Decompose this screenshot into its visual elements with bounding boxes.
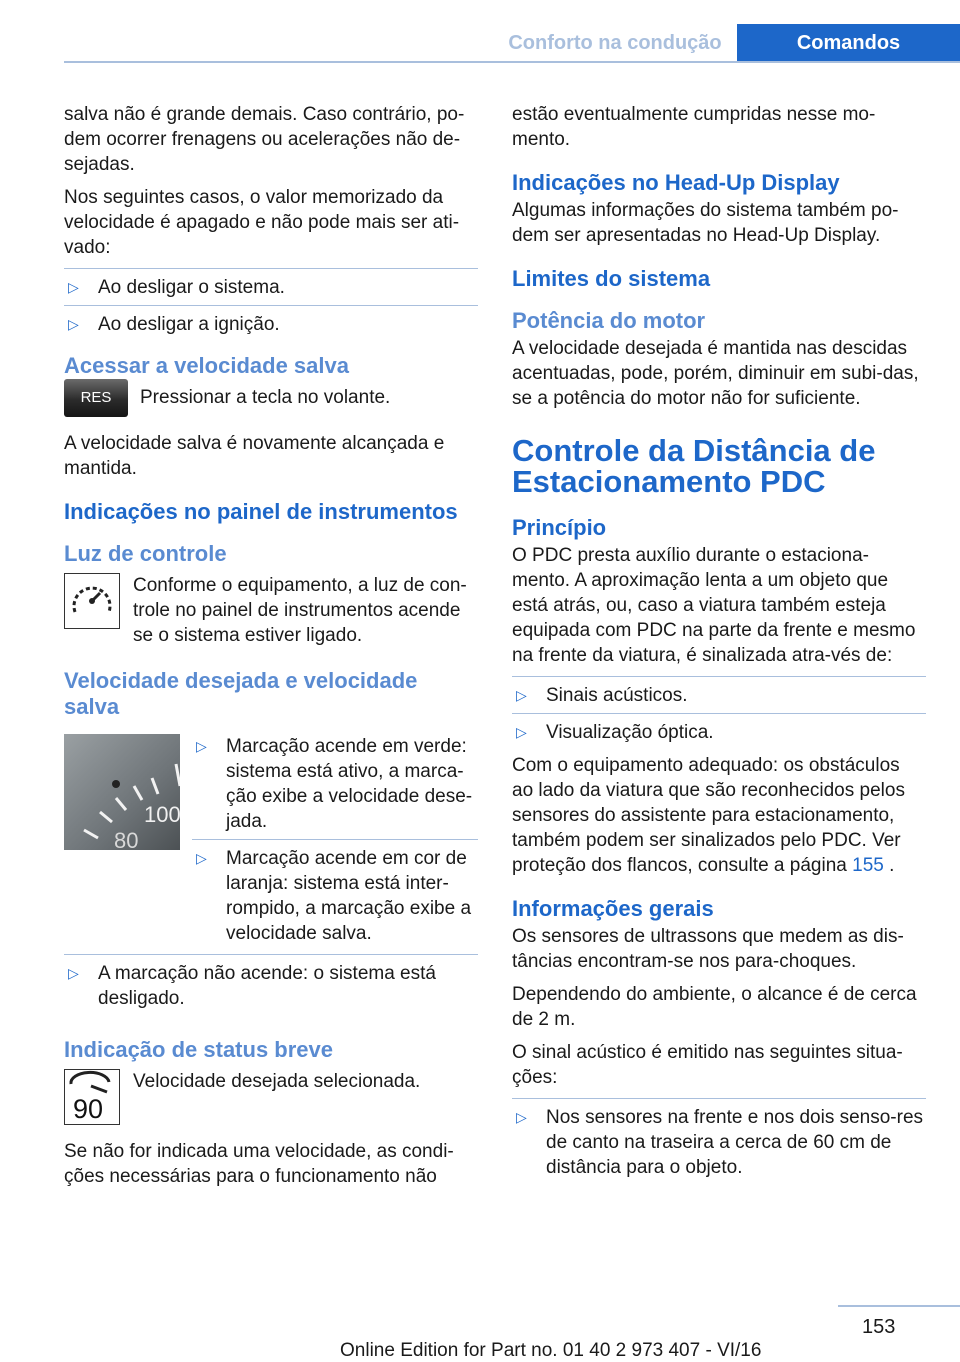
paragraph (512, 753, 926, 878)
paragraph: Pressionar a tecla no volante. (140, 387, 391, 408)
paragraph: Os sensores de ultrassons que medem as dis‐tâncias encontram-se nos para-choques. (512, 926, 904, 972)
list-item (192, 734, 478, 834)
paragraph: A velocidade desejada é mantida nas descidas acentuadas, pode, porém, diminuir em subi‐das, se a potência do motor não for suficiente. (512, 338, 919, 409)
bullet-triangle-icon: ▷ (516, 687, 527, 703)
paragraph: Velocidade desejada selecionada. (133, 1071, 421, 1092)
paragraph: Nos seguintes casos, o valor memorizado da velocidade é apagado e não pode mais ser ati‐vado: (64, 187, 460, 258)
page-number: 153 (862, 1316, 896, 1338)
list-item-text: Nos sensores na frente e nos dois senso‐res de canto na traseira a cerca de 60 cm de distância para o objeto. (546, 1107, 924, 1178)
speed-status-list (192, 734, 478, 946)
list-item-text: A marcação não acende: o sistema está desligado. (98, 963, 436, 1009)
header-chapter-tab: Comandos (737, 24, 960, 62)
list-item-text: Marcação acende em verde: sistema está ativo, a marca‐ção exibe a velocidade dese‐jada. (226, 736, 473, 832)
divider (192, 839, 478, 840)
bullet-triangle-icon: ▷ (196, 850, 207, 866)
list-item (512, 720, 926, 745)
list-item (64, 312, 478, 337)
paragraph: salva não é grande demais. Caso contrário, po‐dem ocorrer frenagens ou acelerações não de‐sejadas. (64, 104, 465, 175)
divider (64, 954, 478, 955)
edition-note: Online Edition for Part no. 01 40 2 973 407 - VI/16 (340, 1340, 762, 1361)
list-item (512, 1105, 926, 1180)
paragraph: Conforme o equipamento, a luz de con‐trole no painel de instrumentos acende se o sistema estiver ligado. (133, 575, 467, 646)
speedometer-image (64, 734, 180, 850)
heading-desired-saved-speed: Velocidade desejada e velocidade salva (64, 668, 418, 719)
heading-principle: Princípio (512, 515, 607, 540)
heading-brief-status: Indicação de status breve (64, 1037, 333, 1062)
status-figure (64, 1069, 478, 1125)
res-button-figure (64, 385, 478, 417)
cruise-control-indicator-icon (64, 573, 120, 629)
paragraph: A velocidade salva é novamente alcançada e mantida. (64, 433, 445, 479)
list-item-text: Ao desligar a ignição. (98, 314, 280, 335)
paragraph: Se não for indicada uma velocidade, as condi‐ções necessárias para o funcionamento não (64, 1141, 454, 1187)
left-column (64, 102, 478, 1197)
list-item-text: Marcação acende em cor de laranja: sistema está inter‐rompido, a marcação exibe a velocidade salva. (226, 848, 472, 944)
paragraph: Dependendo do ambiente, o alcance é de cerca de 2 m. (512, 984, 917, 1030)
list-item (192, 846, 478, 946)
divider (512, 713, 926, 714)
paragraph-text: Com o equipamento adequado: os obstáculos ao lado da viatura que são reconhecidos pelos sensores do assistente para estacionamento, também podem ser sinalizados pelo PDC. Ver proteção dos flancos, consulte a página (512, 755, 905, 876)
res-button-icon: RES (64, 379, 128, 417)
bullet-triangle-icon: ▷ (196, 738, 207, 754)
header-section-title: Conforto na condução (508, 32, 722, 54)
heading-instrument-indications: Indicações no painel de instrumentos (64, 499, 458, 524)
divider (512, 676, 926, 677)
paragraph: O PDC presta auxílio durante o estaciona‐mento. A aproximação lenta a um objeto que está atrás, ou, caso a viatura também esteja equipada com PDC na parte da frente e mesmo na frente da viatura, é sinalizada atra‐vés de: (512, 545, 916, 666)
status-icon-value: 90 (73, 1094, 104, 1124)
page-reference-link[interactable]: 155 (852, 855, 884, 876)
heading-hud: Indicações no Head-Up Display (512, 170, 840, 195)
list-item (512, 683, 926, 708)
list-item (64, 961, 478, 1011)
gauge-label-80: 80 (114, 828, 139, 850)
paragraph: O sinal acústico é emitido nas seguintes situa‐ções: (512, 1042, 903, 1088)
list-item (64, 275, 478, 300)
bullet-triangle-icon: ▷ (68, 316, 79, 332)
right-column (512, 102, 926, 1180)
heading-indicator-light: Luz de controle (64, 541, 227, 566)
divider (64, 268, 478, 269)
paragraph: estão eventualmente cumpridas nesse mo‐mento. (512, 104, 876, 150)
bullet-triangle-icon: ▷ (68, 279, 79, 295)
indicator-light-figure (64, 573, 478, 648)
desired-speed-icon (64, 1069, 120, 1125)
footer-rule (838, 1305, 960, 1307)
speedometer-figure (64, 734, 478, 946)
list-item-text: Sinais acústicos. (546, 685, 688, 706)
divider (512, 1098, 926, 1099)
header-rule (64, 61, 960, 63)
paragraph-text: . (883, 855, 895, 876)
bullet-triangle-icon: ▷ (516, 1109, 527, 1125)
gauge-label-100: 100 (144, 802, 180, 827)
paragraph: Algumas informações do sistema também po‐dem ser apresentadas no Head-Up Display. (512, 200, 899, 246)
list-item-text: Ao desligar o sistema. (98, 277, 285, 298)
heading-engine-power: Potência do motor (512, 308, 706, 333)
divider (64, 305, 478, 306)
heading-general-info: Informações gerais (512, 896, 714, 921)
heading-system-limits: Limites do sistema (512, 266, 711, 291)
bullet-triangle-icon: ▷ (68, 965, 79, 981)
heading-pdc: Controle da Distância de Estacionamento PDC (512, 433, 876, 499)
bullet-triangle-icon: ▷ (516, 724, 527, 740)
list-item-text: Visualização óptica. (546, 722, 714, 743)
heading-recall-speed: Acessar a velocidade salva (64, 353, 349, 378)
